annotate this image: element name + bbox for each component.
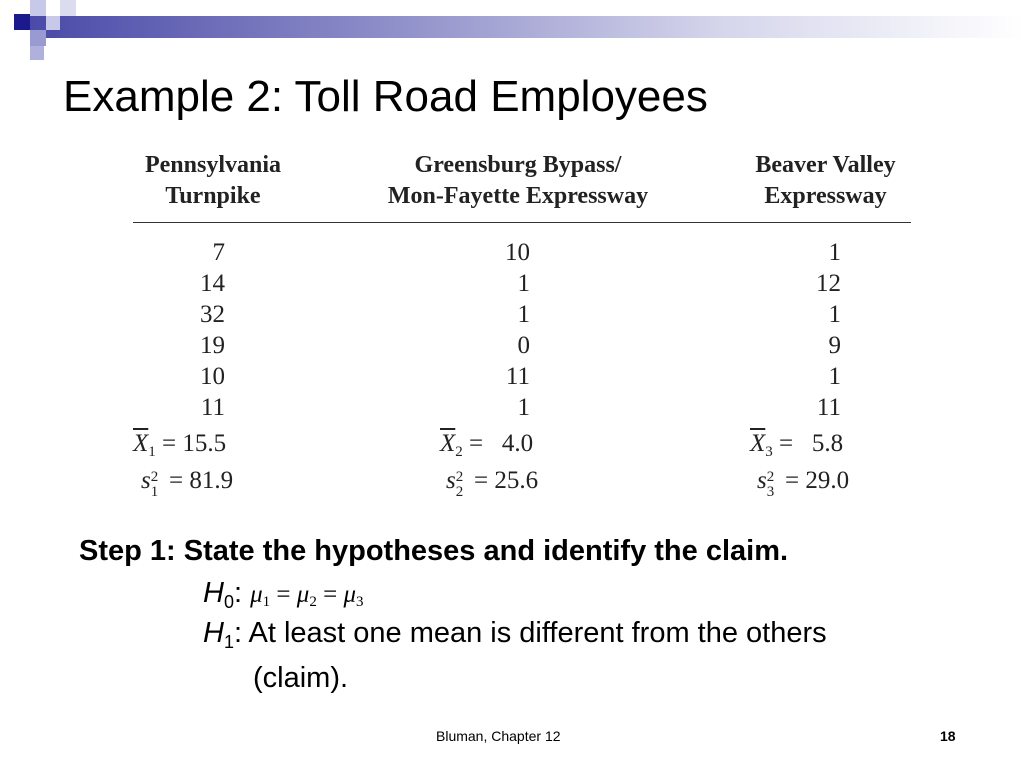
table-cell: 12 (816, 270, 841, 297)
subscript: 3 (765, 444, 773, 460)
equals-sign: = (323, 581, 338, 608)
sample-variance-1 (141, 465, 234, 500)
header-line: Greensburg Bypass/ (414, 152, 622, 178)
superscript: 2 (150, 469, 159, 485)
subscript: 1 (150, 484, 159, 500)
equals-sign: = (784, 467, 800, 494)
slide-title: Example 2: Toll Road Employees (63, 72, 708, 121)
table-cell: 11 (200, 394, 225, 421)
mean-symbol: $\overline{X}$ (133, 430, 149, 457)
page-number: 18 (940, 728, 956, 744)
table-cell: 1 (828, 363, 841, 390)
subscript: 2 (309, 594, 317, 610)
subscript: 2 (455, 444, 463, 460)
variance-symbol: s (141, 467, 151, 494)
decorative-square (30, 30, 46, 46)
colon: : (233, 577, 243, 609)
script (766, 469, 779, 500)
hypothesis-equation (250, 581, 363, 608)
table-cell: 1 (517, 301, 530, 328)
sample-variance-2 (446, 465, 539, 500)
decorative-square (14, 14, 30, 30)
equals-sign: = (168, 467, 184, 494)
table-cell: 10 (505, 239, 530, 266)
header-line: Turnpike (165, 183, 261, 209)
table-cell: 0 (517, 332, 530, 359)
decorative-square (30, 46, 44, 60)
table-cell: 11 (505, 363, 530, 390)
sample-mean-3 (750, 428, 843, 468)
table-cell: 1 (828, 301, 841, 328)
decorative-square (60, 0, 76, 16)
sample-mean-1 (133, 428, 226, 468)
mu-symbol: μ (343, 581, 356, 608)
variance-symbol: s (446, 467, 456, 494)
header-line: Beaver Valley (755, 152, 896, 178)
step-heading: Step 1: State the hypotheses and identify the claim. (79, 535, 789, 567)
header-line: Mon-Fayette Expressway (387, 183, 649, 209)
equals-sign: = (162, 430, 177, 457)
alternative-hypothesis (203, 615, 963, 696)
column-header-pennsylvania (133, 150, 293, 212)
mean-symbol: $\overline{X}$ (440, 430, 456, 457)
null-hypothesis (203, 575, 364, 620)
table-cell: 1 (828, 239, 841, 266)
script (455, 469, 468, 500)
equals-sign: = (469, 430, 484, 457)
decorative-square (46, 16, 60, 30)
subscript: 0 (223, 592, 234, 612)
table-cell: 32 (200, 301, 225, 328)
subscript: 1 (223, 632, 234, 652)
hypothesis-text: : At least one mean is different from the others (233, 617, 827, 649)
mean-symbol: $\overline{X}$ (750, 430, 766, 457)
footer-source: Bluman, Chapter 12 (436, 728, 561, 744)
subscript: 1 (262, 594, 271, 610)
subscript: 3 (356, 594, 364, 610)
data-table (133, 150, 911, 500)
header-line: Pennsylvania (144, 152, 282, 178)
equals-sign: = (276, 581, 291, 608)
table-cell: 11 (816, 394, 841, 421)
variance-value: 81.9 (189, 467, 234, 494)
column-header-greensburg (363, 150, 673, 212)
header-line: Expressway (764, 183, 887, 209)
script (150, 469, 163, 500)
subscript: 1 (148, 444, 156, 460)
hypothesis-symbol: H (203, 577, 224, 609)
superscript: 2 (766, 469, 775, 485)
table-cell: 9 (828, 332, 841, 359)
header-gradient-band (30, 16, 1024, 38)
sample-mean-2 (440, 428, 533, 468)
variance-value: 25.6 (494, 467, 539, 494)
superscript: 2 (455, 469, 464, 485)
variance-value: 29.0 (805, 467, 850, 494)
table-cell: 10 (200, 363, 225, 390)
subscript: 3 (766, 484, 775, 500)
table-cell: 1 (517, 270, 530, 297)
mean-value: 4.0 (501, 430, 534, 457)
decorative-square (30, 0, 46, 16)
table-cell: 14 (200, 270, 225, 297)
claim-label: (claim). (253, 662, 349, 694)
equals-sign: = (473, 467, 489, 494)
mu-symbol: μ (250, 581, 263, 608)
table-cell: 1 (517, 394, 530, 421)
table-cell: 7 (212, 239, 225, 266)
table-cell: 19 (200, 332, 225, 359)
column-header-beaver-valley (743, 150, 908, 212)
mean-value: 15.5 (182, 430, 227, 457)
hypothesis-symbol: H (203, 617, 224, 649)
variance-symbol: s (757, 467, 767, 494)
sample-variance-3 (757, 465, 850, 500)
mu-symbol: μ (296, 581, 310, 608)
equals-sign: = (779, 430, 794, 457)
mean-value: 5.8 (811, 430, 844, 457)
subscript: 2 (455, 484, 464, 500)
header-rule (133, 222, 911, 223)
